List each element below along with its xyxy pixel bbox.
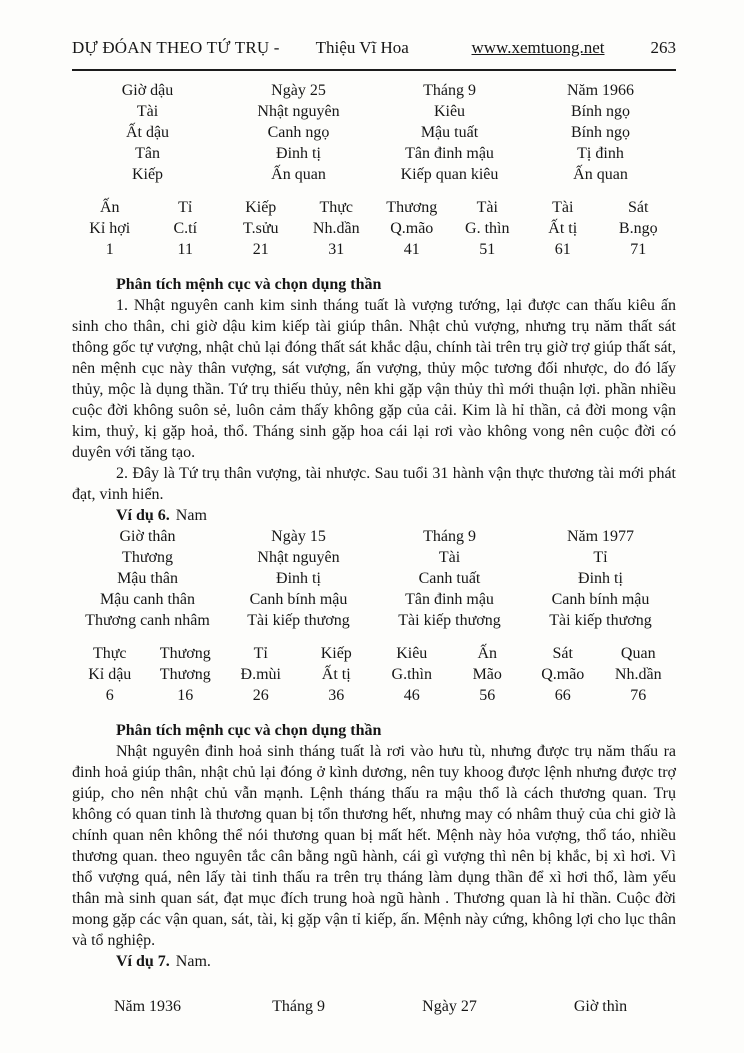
table-cell: Ngày 27 xyxy=(422,998,477,1015)
table-cell: 41 xyxy=(403,241,420,258)
table-cell: Ấn quan xyxy=(271,166,326,183)
table-cell: Kỉ hợi xyxy=(89,220,131,237)
table-cell: Tháng 9 xyxy=(272,998,325,1015)
table-cell: Tài kiếp thương xyxy=(398,612,501,629)
table-cell: Kiếp xyxy=(131,166,164,183)
table-cell: Bính ngọ xyxy=(570,124,631,141)
table-cell: Kiếp quan kiêu xyxy=(400,166,499,183)
table-cell: 31 xyxy=(328,241,345,258)
table-cell: 61 xyxy=(554,241,571,258)
example6-analysis-paragraph-1: Nhật nguyên đinh hoả sinh tháng tuất là rơi vào hưu tù, nhưng được trụ năm thấu ra đinh hoả giúp thân, nhật chủ lại đóng ở kình dương, nên tuy khoog được lệnh nhưng được trợ giúp, cho nên nhật chủ vẫn mạnh. Lệnh tháng thấu ra mậu thổ là cách thương quan. Trụ không có quan tinh là thương quan bị tổn thương hết, nhưng may có nhâm thuỷ của chi giờ là chính quan nên không thể nói thương quan bị mất hết. Mệnh này hỏa vượng, thổ táo, nhiều thương quan. theo nguyên tắc cân bằng ngũ hành, cái gì vượng thì nên bị khắc, bị xì hơi. Vì thổ vượng quá, nên lấy tài tinh thấu ra trên trụ tháng làm dụng thần để xì hơi thổ, làm yếu thân mà sinh quan sát, đạt mục đích trung hoà ngũ hành . Thương quan là hỉ thần. Cuộc đời mong gặp các vận quan, sát, tài, kị gặp vận tỉ kiếp, ấn. Mệnh này cứng, không lợi cho lục thân và tổ nghiệp. xyxy=(72,743,676,949)
table-cell: B.ngọ xyxy=(618,220,658,237)
table-cell: Giờ thân xyxy=(119,528,176,545)
page-number: 263 xyxy=(650,38,676,57)
table-cell: Q.mão xyxy=(541,666,585,683)
table-cell: 16 xyxy=(177,687,194,704)
table-cell: Canh tuất xyxy=(418,570,481,587)
table-cell: Ngày 15 xyxy=(271,528,326,545)
table-cell: Tân đinh mậu xyxy=(405,591,494,608)
table-cell: Tháng 9 xyxy=(423,82,476,99)
table-cell: Tài xyxy=(552,199,574,216)
table-cell: Ất tị xyxy=(321,666,351,683)
table-cell: Thực xyxy=(319,199,354,216)
table-cell: Tài xyxy=(476,199,498,216)
table-cell: Tài kiếp thương xyxy=(247,612,350,629)
table-cell: 26 xyxy=(252,687,269,704)
table-cell: T.sửu xyxy=(243,220,279,237)
table-cell: Q.mão xyxy=(390,220,434,237)
table-cell: Năm 1977 xyxy=(566,528,635,545)
table-cell: 76 xyxy=(630,687,647,704)
table-cell: Tỉ xyxy=(253,645,268,662)
table-cell: Sát xyxy=(552,645,573,662)
example6-analysis-heading: Phân tích mệnh cục và chọn dụng thần xyxy=(116,722,382,739)
table-cell: Ấn quan xyxy=(573,166,628,183)
table-cell: Mậu thân xyxy=(117,570,178,587)
example5-analysis-paragraph-1: 1. Nhật nguyên canh kim sinh tháng tuất là vượng tướng, lại được can thấu kiêu ấn sinh cho thân, chi giờ dậu kim kiếp tài giúp thân. Nhật chủ vượng, nhưng trụ năm thất sát thông gốc tự vượng, nhật chủ lại đóng thất sát khắc dậu, chính tài trên trụ giờ trợ giúp thất sát, nên mệnh cục này thân vượng, sát vượng, ấn vượng, thủy mộc tương đối nhược, do đó lấy thủy, mộc là dụng thần. Tứ trụ thiếu thủy, nên khi gặp vận thủy thì mới thuận lợi. phần nhiều cuộc đời không suôn sẻ, luôn cảm thấy không gặp của cải. Kim là hỉ thần, cả đời mong vận kim, thuỷ, kị gặp hoả, thổ. Tháng sinh gặp hoa cái lại rơi vào không vong nên cuộc đời có duyên với tăng tạo. xyxy=(72,297,676,461)
table-cell: 21 xyxy=(252,241,269,258)
table-cell: Đinh tị xyxy=(276,570,321,587)
table-cell: Nhật nguyên xyxy=(257,549,340,566)
website-link[interactable]: www.xemtuong.net xyxy=(471,38,605,57)
table-cell: Tân đinh mậu xyxy=(405,145,494,162)
example7-label-gender: Nam. xyxy=(175,953,211,970)
table-cell: Kiếp xyxy=(320,645,352,662)
table-cell: Tài xyxy=(136,103,159,120)
example5-pillar-table xyxy=(72,80,676,185)
table-cell: Ất tị xyxy=(548,220,578,237)
header-divider xyxy=(72,69,676,71)
book-title: DỰ ĐÓAN THEO TỨ TRỤ - xyxy=(72,38,280,57)
table-cell: C.tí xyxy=(173,220,198,237)
table-cell: Ất dậu xyxy=(125,124,170,141)
table-cell: Tân xyxy=(135,145,160,162)
table-cell: Giờ thìn xyxy=(573,998,628,1015)
table-cell: Tỉ xyxy=(593,549,608,566)
example7-label-number: Ví dụ 7. xyxy=(116,953,170,970)
table-cell: Nh.dần xyxy=(614,666,662,683)
table-cell: 36 xyxy=(328,687,345,704)
table-cell: Đinh tị xyxy=(578,570,623,587)
table-cell: Thực xyxy=(92,645,127,662)
table-cell: Canh bính mậu xyxy=(249,591,348,608)
table-cell: Canh bính mậu xyxy=(551,591,650,608)
example6-label-gender: Nam xyxy=(175,507,207,524)
table-cell: 71 xyxy=(630,241,647,258)
table-cell: Tỉ xyxy=(178,199,193,216)
table-cell: Kiêu xyxy=(396,645,428,662)
table-cell: 1 xyxy=(105,241,114,258)
table-cell: Tị đinh xyxy=(577,145,624,162)
example5-analysis-paragraph-2: 2. Đây là Tứ trụ thân vượng, tài nhược. Sau tuổi 31 hành vận thực thương tài mới phát đạt, vinh hiển. xyxy=(72,465,676,503)
table-cell: Đinh tị xyxy=(276,145,321,162)
table-cell: G.thìn xyxy=(391,666,432,683)
table-cell: Quan xyxy=(620,645,656,662)
table-cell: Ngày 25 xyxy=(271,82,326,99)
table-cell: Thương xyxy=(386,199,438,216)
table-cell: Mậu tuất xyxy=(420,124,479,141)
table-cell: 56 xyxy=(479,687,496,704)
table-cell: Nh.dần xyxy=(312,220,360,237)
table-cell: Thương xyxy=(159,645,211,662)
table-cell: Năm 1966 xyxy=(566,82,635,99)
example5-luck-cycle-table xyxy=(72,197,676,260)
table-cell: Kiêu xyxy=(433,103,466,120)
table-cell: G. thìn xyxy=(465,220,510,237)
table-cell: Mão xyxy=(472,666,502,683)
table-cell: Tài kiếp thương xyxy=(549,612,652,629)
table-cell: 11 xyxy=(177,241,193,258)
table-cell: Thương canh nhâm xyxy=(85,612,210,629)
table-cell: Tài xyxy=(438,549,461,566)
table-cell: Kỉ dậu xyxy=(88,666,132,683)
table-cell: Thương xyxy=(159,666,211,683)
table-cell: Tháng 9 xyxy=(423,528,476,545)
table-cell: Ấn xyxy=(477,645,498,662)
example7-label xyxy=(116,951,676,972)
table-cell: Giờ dậu xyxy=(121,82,174,99)
table-cell: Đ.mùi xyxy=(240,666,281,683)
table-cell: 6 xyxy=(105,687,114,704)
example6-pillar-table xyxy=(72,526,676,631)
example7-date-row xyxy=(72,996,676,1017)
table-cell: Bính ngọ xyxy=(570,103,631,120)
example6-label-number: Ví dụ 6. xyxy=(116,507,170,524)
table-cell: 46 xyxy=(403,687,420,704)
author-name: Thiệu Vĩ Hoa xyxy=(315,38,409,57)
table-cell: Nhật nguyên xyxy=(257,103,340,120)
table-cell: Sát xyxy=(628,199,649,216)
table-cell: Năm 1936 xyxy=(113,998,182,1015)
example6-luck-cycle-table xyxy=(72,643,676,706)
example6-label xyxy=(116,505,676,526)
table-cell: Thương xyxy=(122,549,173,566)
table-cell: Kiếp xyxy=(245,199,277,216)
table-cell: Canh ngọ xyxy=(267,124,330,141)
table-cell: Ấn xyxy=(99,199,120,216)
page-header xyxy=(72,38,676,58)
table-cell: Mậu canh thân xyxy=(99,591,196,608)
table-cell: 51 xyxy=(479,241,496,258)
example5-analysis-heading: Phân tích mệnh cục và chọn dụng thần xyxy=(116,276,382,293)
table-cell: 66 xyxy=(554,687,571,704)
